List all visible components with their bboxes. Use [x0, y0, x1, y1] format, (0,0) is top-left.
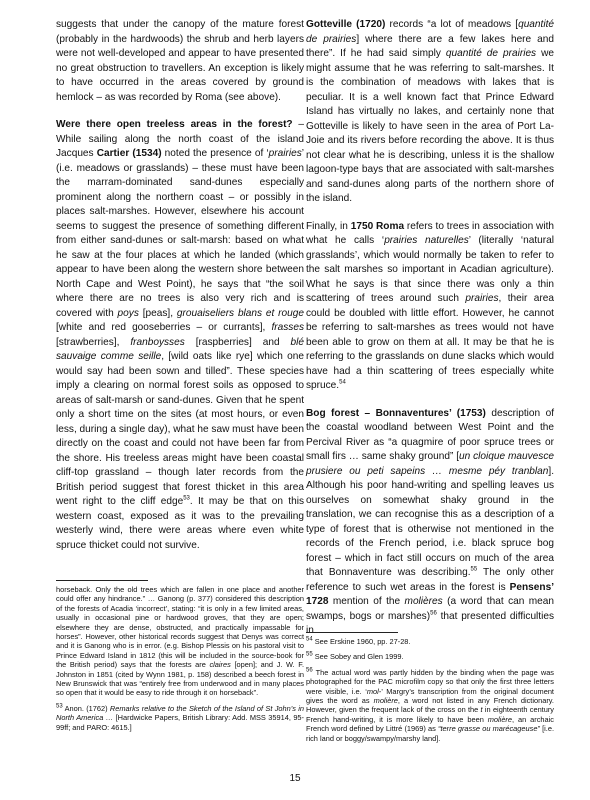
paragraph-bog-forest: Bog forest – Bonnaventures’ (1753) description of the coastal woodland between West Point and the Percival River as “a quagmire of poor spruce trees or small firs … same shaky ground” [un cloique mauvesce prusiere ou peti sapeins … mesme péy tranblan]. Although his poor hand-writing and spelling leaves us ourselves on somewhat shaky ground in the translation, we can recognise this as a description of a type of forest that is otherwise not mentioned in the records of the French period, i.e. black spruce bog forest – which in fact still occurs on much of the area that Bonnaventure was describing.$^{55}$ The only other reference to such wet areas in the forest is Pensens’ 1728 mention of the molières (a word that can mean swamps, bogs or marshes)$^{56}$ that presented difficulties in: [306, 407, 555, 636]
footnote-53: $^{53}$ Anon. (1762) Remarks relative to the Sketch of the Island of St John’s in North America … [Hardwicke Papers, British Library: Add. MSS 35914, 95-99ff; and PARO: 4615.]: [56, 703, 304, 732]
section-heading-treeless: Were there open treeless areas in the forest?: [56, 119, 293, 130]
footnote-55: $^{55}$ See Sobey and Glen 1999.: [306, 651, 404, 662]
left-column: [56, 18, 304, 553]
paragraph-roma: Finally, in 1750 Roma refers to trees in association with what he calls ‘prairies naturelles’ (literally ‘natural grasslands’, which would normally be taken to refer to the salt marshes so important in Acadian agriculture). What he says is that since there was only a thin scattering of trees around such prairies, their area could be doubled with little effort. However, he cannot be referring to salt-marshes as trees would not have been able to grow on them at all. It may be that he is referring to the grasslands on dune slacks which would have had a thin scattering of trees especially white spruce.$^{54}$: [306, 220, 554, 391]
footnote-54: $^{54}$ See Erskine 1960, pp. 27-28.: [306, 636, 411, 646]
footnote-56: $^{56}$ The actual word was partly hidden by the binding when the page was photographed for the PAC microfilm copy so that only the first three letters were visible, i.e. ‘mol-’ Margry’s transcription from the original document gives the word as molière, a word not listed in any French dictionary. However, given the frequent lack of the cross on the t in eighteenth century French hand-writing, it is more likely to have been molière, an archaic French word defined by Littré (1969) as “terre grasse ou marécageuse” [i.e. rich land or boggy/swampy/marshy land].: [306, 667, 555, 743]
paragraph-treeless-areas: Were there open treeless areas in the forest? – While sailing along the north coast of the island Jacques Cartier (1534) noted the presence of ‘prairies’ (i.e. meadows or grasslands) – these must have been the marram-dominated sand-dunes especially prominent along the northern coast – or possibly in places salt-marshes. However, elsewhere his account seems to suggest the presence of something different from either sand-dunes or salt-marsh: based on what he saw at the four places at which he landed (which appear to have been along the western shore between North Cape and West Point), he says that “the soil where there are no trees is also very rich and is covered with poys [peas], grouaiseliers blans et rouge [white and red gooseberries – or currants], frasses [strawberries], franboysses [raspberries] and blé sauvaige comme seille, [wild oats like rye] which one would say had been sown and tilled”. These species imply a clearing on normal forest soils as opposed to areas of salt-marsh or sand-dunes. Given that he spent only a short time on the sites (at most hours, or even less, during a single day), what he saw must have been directly on the coast and could not have been far from the shore. His treeless areas might have been coastal cliff-top grassland – though later records from the British period suggest that forest thicket in this area went right to the cliff edge$^{53}$. It may be that on this western coast, exposed as it was to the prevailing westerly wind, there were areas where even white spruce thicket could not survive.: [56, 119, 305, 551]
footnote-ref-56: 56: [430, 610, 437, 617]
footnote-divider: [56, 580, 148, 581]
right-column: [306, 18, 554, 639]
paragraph-forest-understorey: suggests that under the canopy of the mature forest (probably in the hardwoods) the shrub and herb layers were not well-developed and appear to have presented no great obstruction to travellers. An exception is likely to have occurred in the areas covered by ground hemlock – as was recorded by Roma (see above).: [56, 19, 304, 103]
footnote-continued: horseback. Only the old trees which are fallen in one place and another could offer any hindrance.” … Ganong (p. 377) considered this description of the forests of Acadia ‘incorrect’, stating: “it is only in a few limited areas, usually in occasional pine or hardwood groves, that they are open; elsewhere they are dense, obstructed, and practically impassable for horses”. However, other historical records suggest that Denys was correct and it is Ganong who is in error. (e.g. Bishop Plessis on his pastoral visit to Prince Edward Island in 1812 (this will be included in the source-book for the British period) says that the forests are claires [open]; and J. W. F. Johnston in 1851 (cited by Wynn 1981, p. 158) described a beech forest in New Brunswick that was “entirely free from underwood and in many places so open that it would be easy to ride through it on horseback”.: [56, 585, 304, 698]
footnote-divider: [306, 632, 398, 633]
left-footnotes: [56, 580, 304, 732]
footnote-ref-53: 53: [183, 495, 190, 502]
page-number: 15: [289, 773, 301, 784]
footnote-ref-55: 55: [470, 566, 478, 573]
section-heading-bog-forest: Bog forest – Bonnaventures’ (1753): [306, 407, 486, 419]
right-footnotes: [306, 632, 554, 743]
paragraph-gotteville: Gotteville (1720) records “a lot of meadows [quantité de prairies] where there are a few lakes here and there”. If he had said simply quantité de prairies we might assume that he was referring to salt-marshes. It is the combination of meadows with lakes that is peculiar. It is a well known fact that Prince Edward Island has virtually no lakes, and certainly none that Gotteville is likely to have seen in the area of Port La-Joie and its rivers before recording the above. It is thus not clear what he is describing, unless it is the shallow lagoon-type bays that are associated with salt-marshes and sand-dunes along parts of the northern shore of the island.: [306, 19, 554, 204]
footnote-ref-54: 54: [339, 379, 346, 386]
